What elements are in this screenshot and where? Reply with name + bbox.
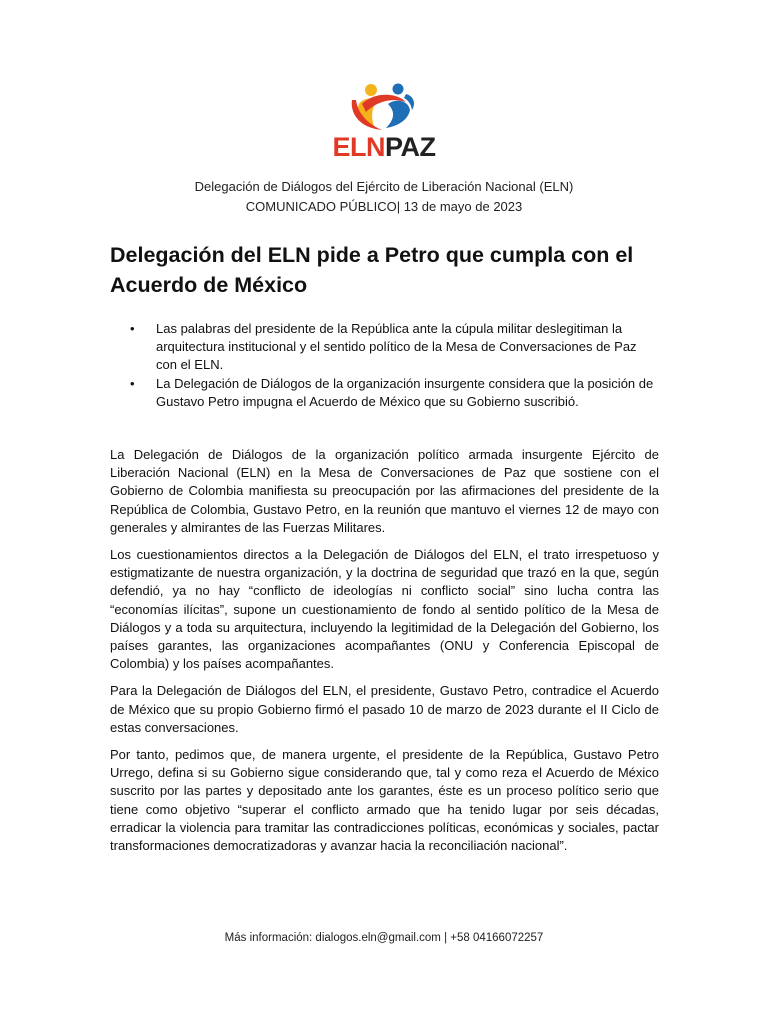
document-header bbox=[110, 177, 658, 217]
people-embrace-icon bbox=[348, 82, 420, 132]
bullet-text: Las palabras del presidente de la República ante la cúpula militar deslegitiman la arquitectura institucional y el sentido político de la Mesa de Conversaciones de Paz con el ELN. bbox=[156, 321, 637, 372]
header-organization: Delegación de Diálogos del Ejército de Liberación Nacional (ELN) bbox=[194, 179, 574, 194]
body-paragraph: Por tanto, pedimos que, de manera urgente, el presidente de la República, Gustavo Petro Urrego, defina si su Gobierno sigue considerando que, tal y como reza el Acuerdo de México suscrito por las partes y depositado ante los garantes, éste es un proceso político serio que tiene como objetivo “superar el conflicto armado que ha tenido lugar por seis décadas, erradicar la violencia para tramitar las contradicciones políticas, económicas y sociales, pactar transformaciones democratizadoras y avanzar hacia la reconciliación nacional”. bbox=[110, 747, 659, 854]
bullet-icon: • bbox=[130, 321, 135, 336]
contact-footer: Más información: dialogos.eln@gmail.com | +58 04166072257 bbox=[224, 932, 544, 944]
body-paragraph: Para la Delegación de Diálogos del ELN, el presidente, Gustavo Petro, contradice el Acuerdo de México que su propio Gobierno firmó el pasado 10 de marzo de 2023 durante el II Ciclo de estas conversaciones. bbox=[110, 683, 659, 735]
bullet-item bbox=[130, 375, 660, 411]
bullet-item bbox=[130, 320, 660, 374]
bullet-icon: • bbox=[130, 376, 135, 391]
body-paragraph: La Delegación de Diálogos de la organización político armada insurgente Ejército de Liberación Nacional (ELN) en la Mesa de Conversaciones de Paz que sostiene con el Gobierno de Colombia manifiesta su preocupación por las afirmaciones del presidente de la República de Colombia, Gustavo Petro, en la reunión que mantuvo el viernes 12 de mayo con generales y almirantes de las Fuerzas Militares. bbox=[110, 447, 659, 535]
logo-eln-text: ELN bbox=[332, 132, 385, 162]
header-communique-date: COMUNICADO PÚBLICO| 13 de mayo de 2023 bbox=[245, 199, 523, 214]
document-body bbox=[110, 446, 659, 864]
eln-paz-logo bbox=[318, 82, 450, 166]
body-paragraph: Los cuestionamientos directos a la Delegación de Diálogos del ELN, el trato irrespetuoso y estigmatizante de nuestra organización, y la doctrina de seguridad que trazó en la que, según defendió, ya no hay “conflicto de ideologías ni conflicto social” sino lucha contra las “economías ilícitas”, supone un cuestionamiento de fondo al sentido político de la Mesa de Diálogos y a toda su arquitectura, incluyendo la legitimidad de la Delegación del Gobierno, los países garantes, las organizaciones acompañantes (ONU y Conferencia Episcopal de Colombia) y los países acompañantes. bbox=[110, 547, 659, 672]
bullet-text: La Delegación de Diálogos de la organización insurgente considera que la posición de Gustavo Petro impugna el Acuerdo de México que su Gobierno suscribió. bbox=[156, 376, 654, 409]
logo-paz-text: PAZ bbox=[385, 132, 436, 162]
summary-bullets bbox=[130, 320, 660, 412]
page-title: Delegación del ELN pide a Petro que cumpla con el Acuerdo de México bbox=[110, 243, 634, 297]
